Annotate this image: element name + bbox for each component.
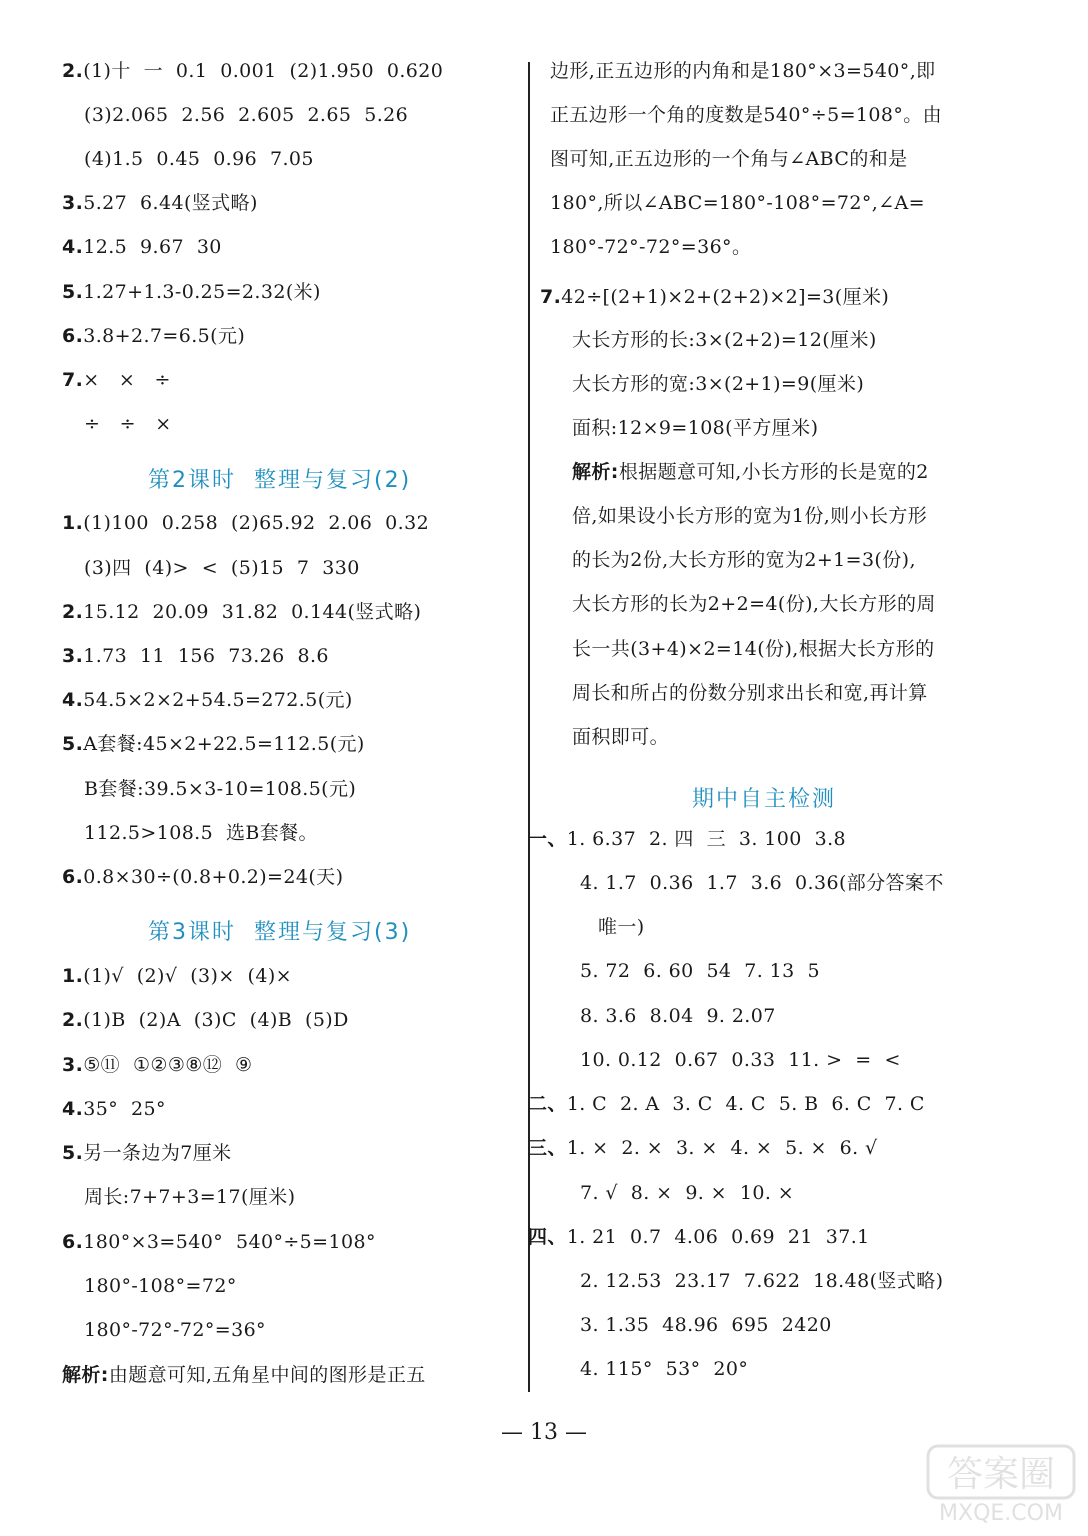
- answer-line: [84, 102, 408, 128]
- answer-text: B套餐:39.5×3-10=108.5(元): [84, 778, 357, 800]
- answer-line: [62, 234, 222, 260]
- answer-text: 5.27 6.44(竖式略): [83, 192, 258, 214]
- answer-text: (1)√ (2)√ (3)× (4)×: [83, 965, 292, 987]
- answer-number: 6.: [62, 1231, 84, 1253]
- answer-line: [528, 826, 846, 852]
- answer-line: [62, 687, 353, 713]
- answer-text: 180°×3=540° 540°÷5=108°: [83, 1231, 376, 1253]
- page-number: — 13 —: [501, 1420, 587, 1445]
- answer-line: [62, 1229, 376, 1255]
- answer-text: (3)2.065 2.56 2.605 2.65 5.26: [84, 104, 409, 126]
- answer-text: 112.5>108.5 选B套餐。: [84, 822, 318, 844]
- answer-line: [550, 234, 751, 260]
- answer-text: 54.5×2×2+54.5=272.5(元): [83, 689, 353, 711]
- answer-text: 0.8×30÷(0.8+0.2)=24(天): [83, 866, 344, 888]
- answer-number: 四、: [528, 1226, 567, 1248]
- answer-line: [550, 58, 936, 84]
- answer-line: [62, 1052, 252, 1078]
- answer-line: [62, 643, 329, 669]
- answer-line: [62, 58, 443, 84]
- answer-line: [572, 547, 916, 573]
- answer-text: 3.8+2.7=6.5(元): [83, 325, 246, 347]
- answer-line: [84, 146, 314, 172]
- answer-line: [84, 776, 356, 802]
- answer-line: [62, 367, 171, 393]
- answer-line: [62, 323, 245, 349]
- answer-line: [62, 279, 321, 305]
- answer-number: 4.: [62, 1098, 84, 1120]
- answer-number: 5.: [62, 281, 84, 303]
- answer-line: [580, 1047, 901, 1073]
- answer-line: [84, 1184, 295, 1210]
- answer-text: 由题意可知,五角星中间的图形是正五: [108, 1364, 426, 1386]
- answer-line: [84, 411, 172, 437]
- answer-line: [528, 1224, 870, 1250]
- answer-line: [580, 1268, 943, 1294]
- answer-text: 1. × 2. × 3. × 4. × 5. × 6. √: [566, 1137, 878, 1159]
- answer-line: [84, 820, 318, 846]
- answer-text: 8. 3.6 8.04 9. 2.07: [580, 1005, 776, 1027]
- answer-text: 的长为2份,大长方形的宽为2+1=3(份),: [572, 549, 916, 571]
- answer-text: ⑤⑪ ①②③⑧⑫ ⑨: [83, 1054, 253, 1076]
- answer-number: 6.: [62, 866, 84, 888]
- answer-line: [572, 503, 927, 529]
- answer-line: [572, 459, 929, 485]
- answer-line: [580, 870, 944, 896]
- answer-text: × × ÷: [83, 369, 171, 391]
- answer-line: [572, 636, 935, 662]
- answer-text: 4. 1.7 0.36 1.7 3.6 0.36(部分答案不: [580, 872, 944, 894]
- answer-line: [62, 599, 421, 625]
- answer-number: 7.: [540, 286, 562, 308]
- answer-text: 面积:12×9=108(平方厘米): [572, 417, 819, 439]
- answer-text: 周长:7+7+3=17(厘米): [84, 1186, 296, 1208]
- answer-text: 15.12 20.09 31.82 0.144(竖式略): [83, 601, 422, 623]
- answer-text: 根据题意可知,小长方形的长是宽的2: [618, 461, 929, 483]
- answer-line: [572, 591, 936, 617]
- answer-line: [572, 371, 864, 397]
- answer-text: 倍,如果设小长方形的宽为1份,则小长方形: [572, 505, 928, 527]
- answer-line: [62, 510, 429, 536]
- answer-number: 1.: [62, 512, 84, 534]
- answer-line: [528, 1135, 878, 1161]
- answer-line: [84, 1317, 266, 1343]
- answer-line: [572, 415, 818, 441]
- column-divider: [528, 62, 530, 1392]
- answer-number: 2.: [62, 60, 84, 82]
- answer-number: 2.: [62, 601, 84, 623]
- answer-number: 3.: [62, 645, 84, 667]
- answer-line: [598, 914, 645, 940]
- answer-line: [580, 958, 820, 984]
- answer-text: 大长方形的长为2+2=4(份),大长方形的周: [572, 593, 936, 615]
- answer-line: [580, 1003, 776, 1029]
- answer-line: [62, 963, 292, 989]
- answer-number: 2.: [62, 1009, 84, 1031]
- answer-number: 4.: [62, 689, 84, 711]
- site-watermark-logo: [926, 1442, 1076, 1528]
- answer-text: 180°-72°-72°=36°: [84, 1319, 266, 1341]
- heading-midterm-test: 期中自主检测: [692, 787, 837, 812]
- answer-text: 1.27+1.3-0.25=2.32(米): [83, 281, 321, 303]
- answer-text: 42÷[(2+1)×2+(2+2)×2]=3(厘米): [561, 286, 890, 308]
- answer-text: ÷ ÷ ×: [84, 413, 172, 435]
- answer-text: (1)100 0.258 (2)65.92 2.06 0.32: [83, 512, 430, 534]
- answer-line: [62, 1362, 426, 1388]
- answer-line: [540, 284, 889, 310]
- answer-text: 周长和所占的份数分别求出长和宽,再计算: [572, 682, 928, 704]
- answer-line: [62, 1140, 232, 1166]
- answer-text: 面积即可。: [572, 726, 670, 748]
- answer-line: [572, 327, 877, 353]
- answer-text: 10. 0.12 0.67 0.33 11. > = <: [580, 1049, 901, 1071]
- answer-number: 4.: [62, 236, 84, 258]
- answer-number: 解析:: [62, 1364, 109, 1386]
- answer-number: 3.: [62, 1054, 84, 1076]
- answer-line: [550, 102, 942, 128]
- answer-text: 边形,正五边形的内角和是180°×3=540°,即: [550, 60, 936, 82]
- answer-line: [580, 1180, 794, 1206]
- answer-text: 7. √ 8. × 9. × 10. ×: [580, 1182, 795, 1204]
- answer-text: 大长方形的宽:3×(2+1)=9(厘米): [572, 373, 865, 395]
- answer-line: [62, 864, 343, 890]
- answer-text: 1. C 2. A 3. C 4. C 5. B 6. C 7. C: [566, 1093, 925, 1115]
- answer-number: 5.: [62, 733, 84, 755]
- svg-text:MXQE.COM: MXQE.COM: [939, 1501, 1063, 1526]
- answer-line: [62, 1007, 349, 1033]
- answer-text: 唯一): [598, 916, 645, 938]
- answer-text: 5. 72 6. 60 54 7. 13 5: [580, 960, 821, 982]
- answer-text: 180°,所以∠ABC=180°-108°=72°,∠A=: [550, 192, 925, 214]
- answer-text: 大长方形的长:3×(2+2)=12(厘米): [572, 329, 877, 351]
- answer-number: 二、: [528, 1093, 567, 1115]
- answer-number: 三、: [528, 1137, 567, 1159]
- answer-text: 12.5 9.67 30: [83, 236, 222, 258]
- answer-number: 6.: [62, 325, 84, 347]
- answer-text: 35° 25°: [83, 1098, 166, 1120]
- answer-text: 180°-72°-72°=36°。: [550, 236, 752, 258]
- answer-text: 180°-108°=72°: [84, 1275, 237, 1297]
- answer-line: [580, 1356, 748, 1382]
- answer-text: (1)B (2)A (3)C (4)B (5)D: [83, 1009, 349, 1031]
- answer-line: [84, 1273, 237, 1299]
- answer-text: (3)四 (4)> < (5)15 7 330: [84, 557, 360, 579]
- answer-line: [84, 555, 360, 581]
- answer-text: 2. 12.53 23.17 7.622 18.48(竖式略): [580, 1270, 944, 1292]
- answer-line: [62, 190, 258, 216]
- answer-number: 解析:: [572, 461, 619, 483]
- answer-line: [550, 146, 908, 172]
- answer-number: 7.: [62, 369, 84, 391]
- heading-lesson-3: 第3课时 整理与复习(3): [148, 920, 412, 945]
- answer-text: 3. 1.35 48.96 695 2420: [580, 1314, 832, 1336]
- answer-line: [580, 1312, 832, 1338]
- svg-text:答案圈: 答案圈: [946, 1454, 1056, 1495]
- answer-text: 1. 21 0.7 4.06 0.69 21 37.1: [566, 1226, 870, 1248]
- answer-text: 长一共(3+4)×2=14(份),根据大长方形的: [572, 638, 935, 660]
- answer-line: [528, 1091, 925, 1117]
- answer-text: A套餐:45×2+22.5=112.5(元): [83, 733, 365, 755]
- heading-lesson-2: 第2课时 整理与复习(2): [148, 468, 412, 493]
- answer-number: 一、: [528, 828, 567, 850]
- answer-text: (4)1.5 0.45 0.96 7.05: [84, 148, 314, 170]
- answer-line: [62, 731, 365, 757]
- answer-line: [572, 724, 669, 750]
- answer-text: (1)十 一 0.1 0.001 (2)1.950 0.620: [83, 60, 444, 82]
- answer-line: [62, 1096, 166, 1122]
- answer-text: 1. 6.37 2. 四 三 3. 100 3.8: [566, 828, 847, 850]
- answer-number: 5.: [62, 1142, 84, 1164]
- answer-line: [572, 680, 928, 706]
- answer-number: 1.: [62, 965, 84, 987]
- answer-text: 1.73 11 156 73.26 8.6: [83, 645, 329, 667]
- answer-number: 3.: [62, 192, 84, 214]
- answer-text: 另一条边为7厘米: [83, 1142, 232, 1164]
- answer-line: [550, 190, 925, 216]
- answer-text: 图可知,正五边形的一个角与∠ABC的和是: [550, 148, 908, 170]
- answer-text: 正五边形一个角的度数是540°÷5=108°。由: [550, 104, 943, 126]
- answer-text: 4. 115° 53° 20°: [580, 1358, 749, 1380]
